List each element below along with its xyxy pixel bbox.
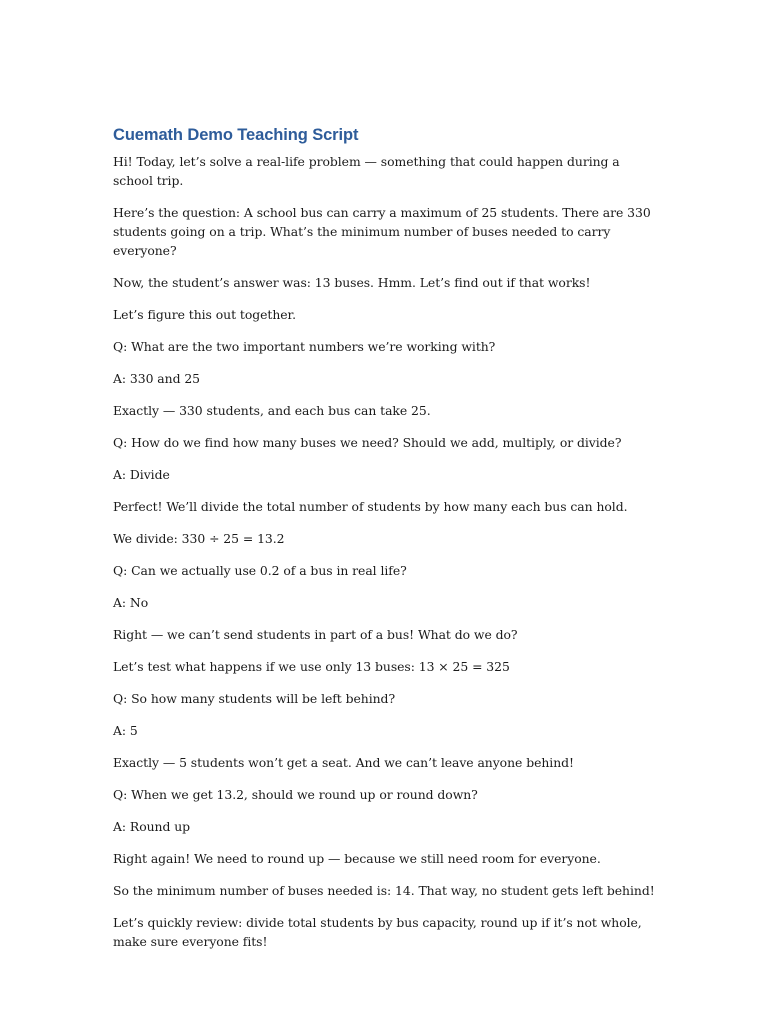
document-title: Cuemath Demo Teaching Script (113, 126, 359, 144)
paragraph-a: A: Divide (113, 467, 170, 482)
paragraph-a: A: No (113, 595, 149, 610)
paragraph: Let’s figure this out together. (113, 307, 296, 322)
paragraph-calculation: We divide: 330 ÷ 25 = 13.2 (113, 531, 285, 546)
paragraph-review: Let’s quickly review: divide total students by bus capacity, round up if it’s not whole, make sure everyone fits! (113, 915, 642, 949)
paragraph-conclusion: So the minimum number of buses needed is: 14. That way, no student gets left behind! (113, 883, 655, 898)
paragraph-q: Q: So how many students will be left behind? (113, 691, 396, 706)
paragraph: Right — we can’t send students in part of a bus! What do we do? (113, 627, 518, 642)
paragraph: Exactly — 330 students, and each bus can take 25. (113, 403, 431, 418)
paragraph-a: A: Round up (113, 819, 191, 834)
paragraph: Right again! We need to round up — because we still need room for everyone. (113, 851, 601, 866)
paragraph-q: Q: When we get 13.2, should we round up or round down? (113, 787, 478, 802)
paragraph-a: A: 330 and 25 (113, 371, 201, 386)
paragraph-question: Here’s the question: A school bus can carry a maximum of 25 students. There are 330 students going on a trip. What’s the minimum number of buses needed to carry everyone? (113, 205, 651, 258)
paragraph-student-answer: Now, the student’s answer was: 13 buses. Hmm. Let’s find out if that works! (113, 275, 591, 290)
paragraph-a: A: 5 (113, 723, 138, 738)
paragraph-q: Q: Can we actually use 0.2 of a bus in real life? (113, 563, 407, 578)
paragraph-q: Q: How do we find how many buses we need? Should we add, multiply, or divide? (113, 435, 622, 450)
document-page (113, 124, 658, 964)
paragraph-calculation: Let’s test what happens if we use only 13 buses: 13 × 25 = 325 (113, 659, 510, 674)
paragraph: Perfect! We’ll divide the total number of students by how many each bus can hold. (113, 499, 628, 514)
paragraph-intro: Hi! Today, let’s solve a real-life problem — something that could happen during a school trip. (113, 154, 620, 188)
paragraph: Exactly — 5 students won’t get a seat. And we can’t leave anyone behind! (113, 755, 574, 770)
paragraph-q: Q: What are the two important numbers we’re working with? (113, 339, 496, 354)
